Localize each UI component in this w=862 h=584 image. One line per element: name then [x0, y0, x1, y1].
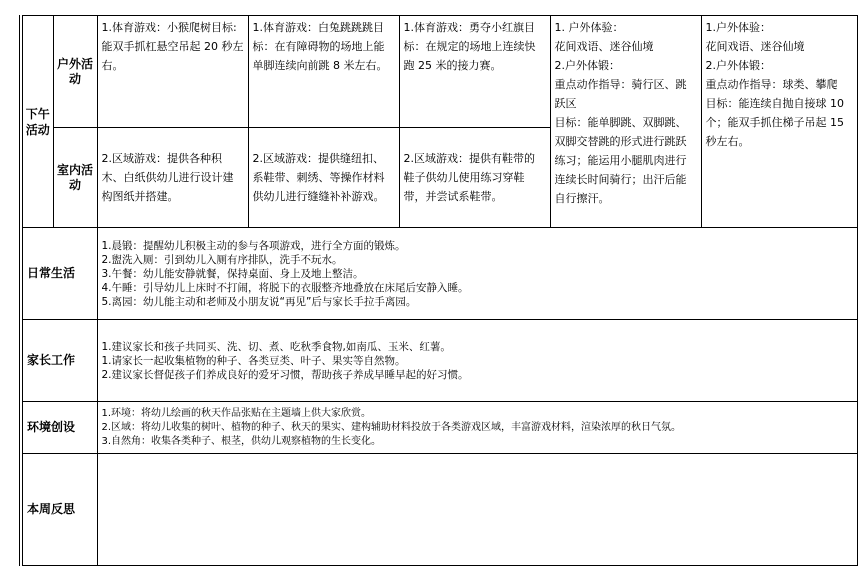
parents-label: 家长工作: [21, 320, 97, 402]
col5-cell: [701, 16, 857, 228]
col5-line: 目标：能连续自抛自接球 10 个；能双手抓住梯子吊起 15 秒左右。: [705, 97, 844, 148]
environment-item: 2.区域：将幼儿收集的树叶、植物的种子、秋天的果实、建构辅助材料投放于各类游戏区域，丰富游戏材料，渲染浓厚的秋日气氛。: [101, 421, 682, 433]
reflection-row: [21, 454, 857, 566]
col5-line: 1.户外体验：: [705, 21, 771, 34]
daily-life-content: [97, 228, 857, 320]
indoor-cell: 2.区域游戏：提供有鞋带的鞋子供幼儿使用练习穿鞋带，并尝试系鞋带。: [399, 128, 550, 228]
indoor-label: 室内活动: [53, 128, 97, 228]
outdoor-cell: 1.体育游戏：白兔跳跳跳目标：在有障碍物的场地上能单脚连续向前跳 8 米左右。: [248, 16, 399, 128]
col4-line: 1. 户外体验：: [554, 21, 624, 34]
col5-line: 花间戏语、迷谷仙境: [705, 40, 805, 53]
daily-life-item: 4.午睡：引导幼儿上床时不打闹，将脱下的衣服整齐地叠放在床尾后安静入睡。: [101, 281, 469, 294]
parents-item: 2.建议家长督促孩子们养成良好的爱牙习惯，帮助孩子养成早睡早起的好习惯。: [101, 368, 469, 381]
parents-item: 1.请家长一起收集植物的种子、各类豆类、叶子、果实等自然物。: [101, 354, 406, 367]
col4-line: 2.户外体锻：: [554, 59, 620, 72]
col4-cell: [550, 16, 701, 228]
parents-content: [97, 320, 857, 402]
col5-line: 重点动作指导：球类、攀爬: [705, 78, 838, 91]
outdoor-cell: 1.体育游戏：小猴爬树目标:能双手抓杠悬空吊起 20 秒左右。: [97, 16, 248, 128]
daily-life-item: 5.离园：幼儿能主动和老师及小朋友说“再见”后与家长手拉手离园。: [101, 295, 417, 308]
daily-life-label: 日常生活: [21, 228, 97, 320]
environment-row: [21, 402, 857, 454]
afternoon-outdoor-row: [21, 16, 857, 128]
daily-life-item: 1.晨锻：提醒幼儿积极主动的参与各项游戏，进行全方面的锻炼。: [101, 239, 406, 252]
environment-content: [97, 402, 857, 454]
parents-row: [21, 320, 857, 402]
parents-item: 1.建议家长和孩子共同买、洗、切、煮、吃秋季食物,如南瓜、玉米、红薯。: [101, 340, 451, 353]
weekly-plan-sheet: [19, 15, 855, 581]
environment-label: 环境创设: [21, 402, 97, 454]
indoor-cell: 2.区域游戏：提供各种积木、白纸供幼儿进行设计建构图纸并搭建。: [97, 128, 248, 228]
weekly-plan-table: [19, 15, 858, 566]
reflection-label: 本周反思: [21, 454, 97, 566]
indoor-cell: 2.区域游戏：提供缝纽扣、系鞋带、刺绣、等操作材料供幼儿进行缝缝补补游戏。: [248, 128, 399, 228]
col4-line: 花间戏语、迷谷仙境: [554, 40, 654, 53]
daily-life-item: 3.午餐：幼儿能安静就餐，保持桌面、身上及地上整洁。: [101, 267, 364, 280]
col4-line: 目标：能单脚跳、双脚跳、双脚交替跳的形式进行跳跃练习；能运用小腿肌肉进行连续长时间骑行；出汗后能自行擦汗。: [554, 116, 687, 205]
outdoor-cell: 1.体育游戏：勇夺小红旗目标：在规定的场地上连续快跑 25 米的接力赛。: [399, 16, 550, 128]
outdoor-label: 户外活动: [53, 16, 97, 128]
environment-item: 1.环境：将幼儿绘画的秋天作品张贴在主题墙上供大家欣赏。: [101, 407, 372, 419]
afternoon-label: 下午活动: [21, 16, 53, 228]
environment-item: 3.自然角：收集各类种子、根茎，供幼儿观察植物的生长变化。: [101, 435, 382, 447]
reflection-content: [97, 454, 857, 566]
col4-line: 重点动作指导：骑行区、跳跃区: [554, 78, 687, 110]
daily-life-item: 2.盥洗入厕：引到幼儿入厕有序排队，洗手不玩水。: [101, 253, 343, 266]
daily-life-row: [21, 228, 857, 320]
col5-line: 2.户外体锻：: [705, 59, 771, 72]
